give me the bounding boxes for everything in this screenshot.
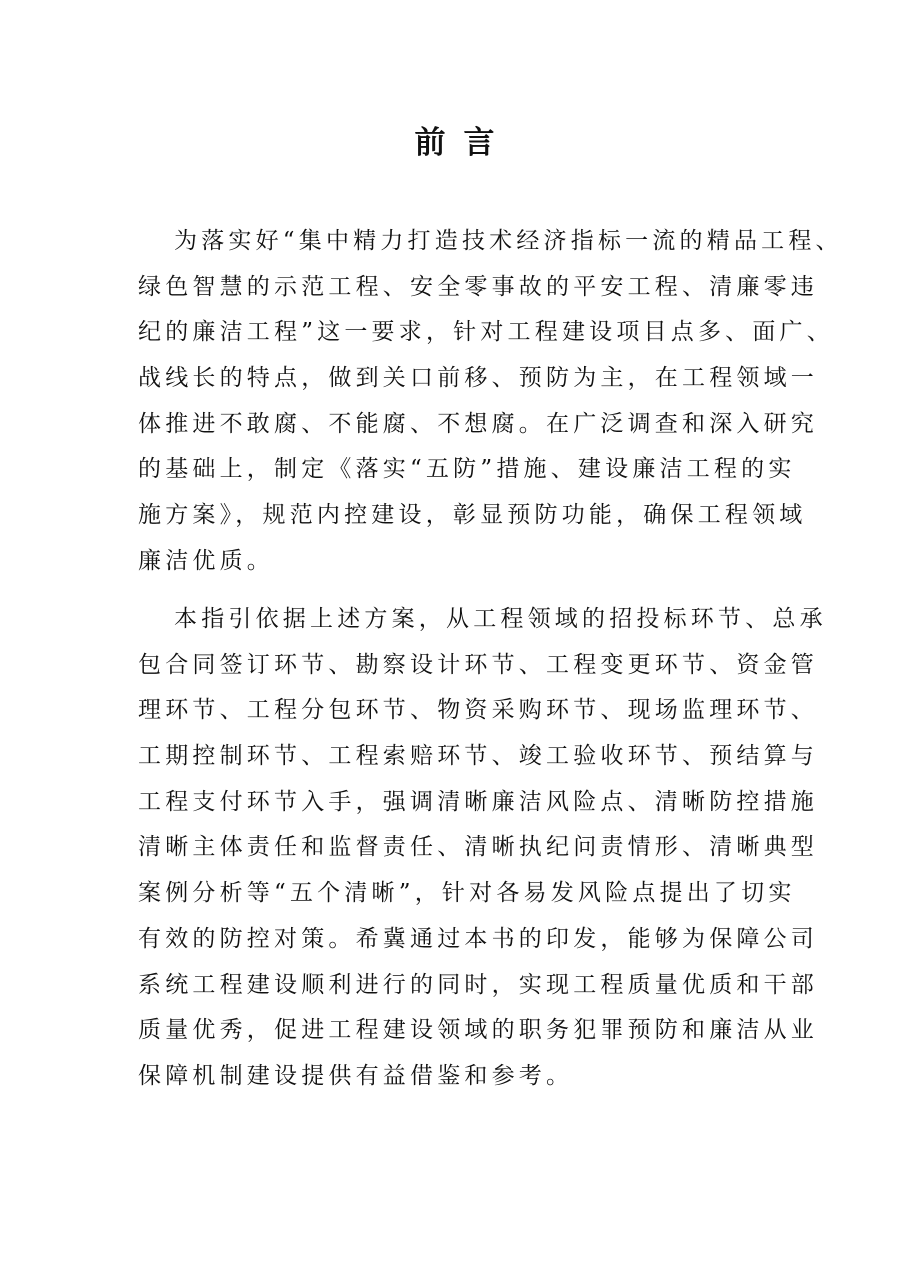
text-line: 施方案》，规范内控建设，彰显预防功能，确保工程领域 (138, 502, 807, 529)
text-line: 保障机制建设提供有益借鉴和参考。 (138, 1062, 574, 1089)
text-line: 理环节、工程分包环节、物资采购环节、现场监理环节、 (138, 697, 818, 724)
text-line: 质量优秀，促进工程建设领域的职务犯罪预防和廉洁从业 (138, 1017, 818, 1044)
text-line: 包合同签订环节、勘察设计环节、工程变更环节、资金管 (138, 651, 818, 678)
text-line: 纪的廉洁工程”这一要求，针对工程建设项目点多、面广、 (138, 319, 834, 346)
text-line: 工程支付环节入手，强调清晰廉洁风险点、清晰防控措施 (138, 788, 818, 815)
text-line: 廉洁优质。 (138, 547, 274, 574)
text-line: 绿色智慧的示范工程、安全零事故的平安工程、清廉零违 (138, 273, 818, 300)
text-line: 有效的防控对策。希冀通过本书的印发，能够为保障公司 (138, 925, 818, 952)
paragraph-1 (138, 219, 843, 585)
page-title: 前言 (414, 125, 513, 161)
text-line: 系统工程建设顺利进行的同时，实现工程质量优质和干部 (138, 971, 818, 998)
text-line: 的基础上，制定《落实“五防”措施、建设廉洁工程的实 (138, 456, 796, 483)
text-line: 清晰主体责任和监督责任、清晰执纪问责情形、清晰典型 (138, 834, 818, 861)
text-line: 为落实好“集中精力打造技术经济指标一流的精品工程、 (174, 228, 843, 254)
text-line: 工期控制环节、工程索赔环节、竣工验收环节、预结算与 (138, 743, 818, 770)
text-line: 案例分析等“五个清晰”，针对各易发风险点提出了切实 (138, 880, 796, 907)
text-line: 体推进不敢腐、不能腐、不想腐。在广泛调查和深入研究 (138, 410, 818, 437)
text-line: 战线长的特点，做到关口前移、预防为主，在工程领域一 (138, 365, 818, 392)
paragraph-2 (138, 597, 827, 1100)
text-line: 本指引依据上述方案，从工程领域的招投标环节、总承 (174, 606, 827, 632)
